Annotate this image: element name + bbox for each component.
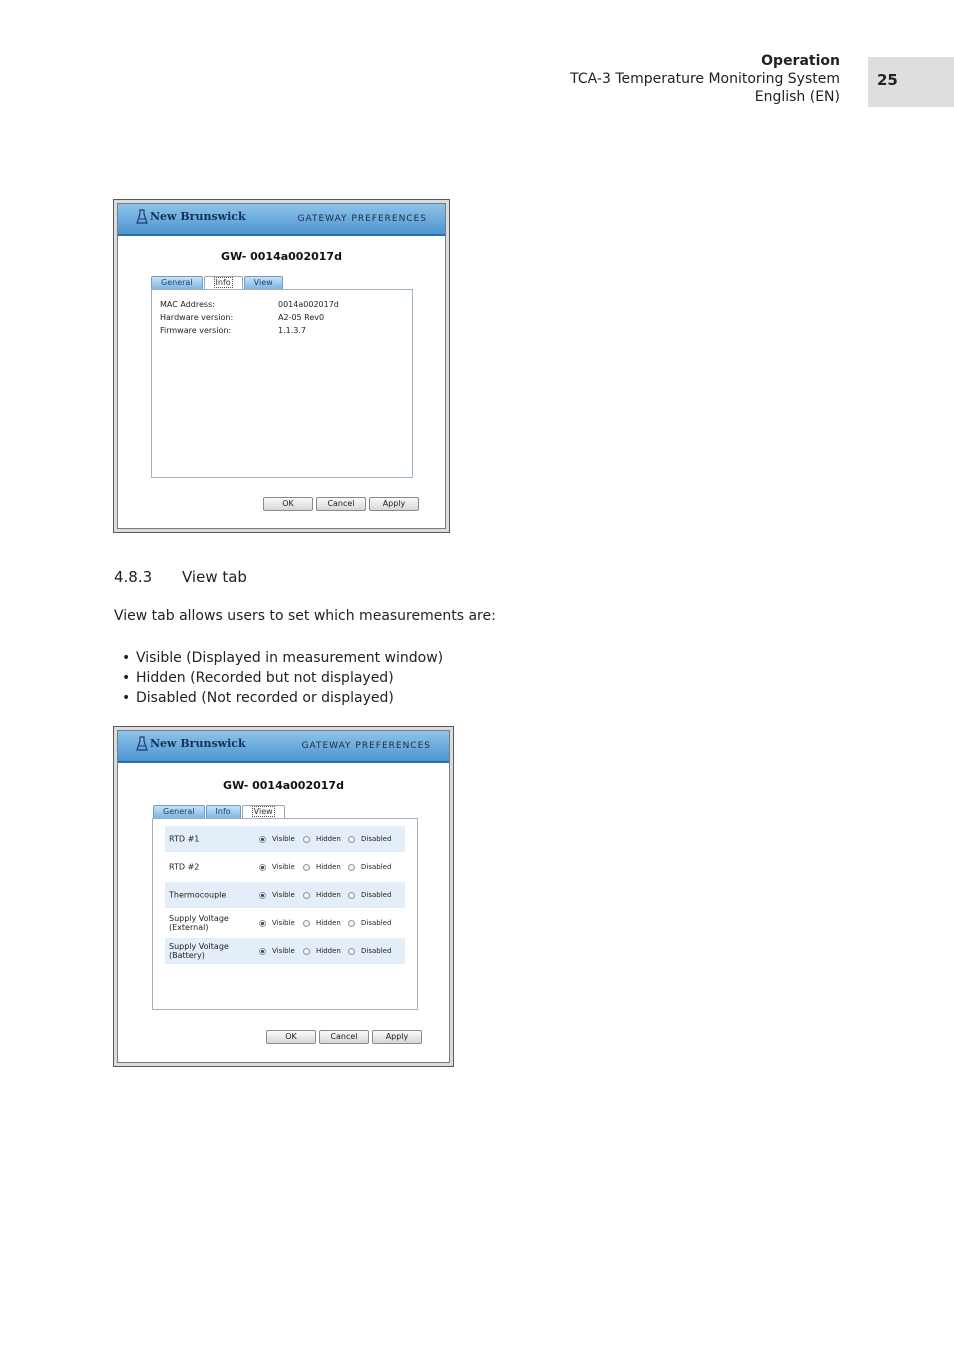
- dialog-buttons: [266, 1030, 422, 1044]
- option-disabled[interactable]: [348, 863, 391, 871]
- radio-icon[interactable]: [348, 892, 355, 899]
- radio-icon[interactable]: [303, 836, 310, 843]
- dialog-title-bar: [118, 204, 445, 236]
- dialog-buttons: [263, 497, 419, 511]
- radio-icon[interactable]: [348, 948, 355, 955]
- row-label: Supply Voltage (External): [169, 914, 229, 932]
- tab-view-label: View: [253, 807, 273, 816]
- tab-general[interactable]: General: [153, 805, 205, 818]
- bullet-item: • Disabled (Not recorded or displayed): [122, 688, 443, 708]
- radio-icon[interactable]: [348, 864, 355, 871]
- view-row-rtd2: [165, 854, 405, 880]
- flask-logo-icon: [136, 209, 148, 225]
- option-visible[interactable]: [259, 835, 295, 843]
- radio-icon[interactable]: [303, 920, 310, 927]
- option-label: Visible: [272, 919, 295, 927]
- header-section: Operation: [761, 53, 840, 69]
- radio-selected-icon[interactable]: [259, 892, 266, 899]
- bullet-item: • Visible (Displayed in measurement window): [122, 648, 443, 668]
- tab-bar: [151, 276, 284, 289]
- row-label: RTD #2: [169, 862, 200, 872]
- firmware-label: Firmware version:: [160, 326, 232, 335]
- dialog-title-bar: [118, 731, 449, 763]
- view-row-supply-battery: [165, 938, 405, 964]
- option-label: Visible: [272, 947, 295, 955]
- option-visible[interactable]: [259, 947, 295, 955]
- option-label: Hidden: [316, 863, 341, 871]
- radio-selected-icon[interactable]: [259, 948, 266, 955]
- option-label: Disabled: [361, 947, 392, 955]
- bullet-item: • Hidden (Recorded but not displayed): [122, 668, 443, 688]
- option-hidden[interactable]: [303, 891, 341, 899]
- option-label: Hidden: [316, 947, 341, 955]
- option-disabled[interactable]: [348, 891, 391, 899]
- brand-name: New Brunswick: [150, 737, 246, 750]
- section-heading: [114, 568, 247, 586]
- view-row-thermocouple: [165, 882, 405, 908]
- option-label: Hidden: [316, 835, 341, 843]
- flask-logo-icon: [136, 736, 148, 752]
- cancel-button[interactable]: Cancel: [319, 1030, 369, 1044]
- radio-selected-icon[interactable]: [259, 864, 266, 871]
- radio-icon[interactable]: [348, 836, 355, 843]
- option-disabled[interactable]: [348, 947, 391, 955]
- option-visible[interactable]: [259, 891, 295, 899]
- tab-info[interactable]: Info: [206, 805, 241, 818]
- firmware-value: 1.1.3.7: [278, 326, 306, 335]
- radio-icon[interactable]: [348, 920, 355, 927]
- gateway-id: GW- 0014a002017d: [221, 250, 342, 263]
- option-label: Disabled: [361, 891, 392, 899]
- option-hidden[interactable]: [303, 947, 341, 955]
- option-visible[interactable]: [259, 919, 295, 927]
- option-label: Disabled: [361, 919, 392, 927]
- bullet-list: [122, 648, 443, 708]
- radio-icon[interactable]: [303, 892, 310, 899]
- section-title: View tab: [182, 568, 247, 586]
- radio-icon[interactable]: [303, 948, 310, 955]
- option-visible[interactable]: [259, 863, 295, 871]
- page-header: [570, 52, 840, 106]
- cancel-button[interactable]: Cancel: [316, 497, 366, 511]
- tab-info[interactable]: [204, 276, 243, 289]
- view-row-supply-external: [165, 910, 405, 936]
- dialog-title: GATEWAY PREFERENCES: [301, 741, 431, 751]
- option-hidden[interactable]: [303, 835, 341, 843]
- option-hidden[interactable]: [303, 863, 341, 871]
- gateway-id: GW- 0014a002017d: [223, 779, 344, 792]
- ok-button[interactable]: OK: [263, 497, 313, 511]
- option-label: Hidden: [316, 919, 341, 927]
- brand-logo: [136, 209, 246, 225]
- info-row-mac: [160, 298, 339, 311]
- mac-value: 0014a002017d: [278, 300, 339, 309]
- tab-view[interactable]: View: [244, 276, 283, 289]
- view-row-rtd1: [165, 826, 405, 852]
- option-disabled[interactable]: [348, 835, 391, 843]
- radio-icon[interactable]: [303, 864, 310, 871]
- option-label: Disabled: [361, 863, 392, 871]
- ok-button[interactable]: OK: [266, 1030, 316, 1044]
- option-hidden[interactable]: [303, 919, 341, 927]
- info-fields: [160, 298, 339, 337]
- option-disabled[interactable]: [348, 919, 391, 927]
- tab-general[interactable]: General: [151, 276, 203, 289]
- option-label: Hidden: [316, 891, 341, 899]
- info-row-hardware: [160, 311, 339, 324]
- hardware-label: Hardware version:: [160, 313, 234, 322]
- apply-button[interactable]: Apply: [372, 1030, 422, 1044]
- tab-bar: [153, 805, 286, 818]
- header-product: TCA-3 Temperature Monitoring System: [570, 71, 840, 87]
- section-intro: View tab allows users to set which measurements are:: [114, 608, 496, 624]
- row-label: Supply Voltage (Battery): [169, 942, 229, 960]
- row-label: RTD #1: [169, 834, 200, 844]
- apply-button[interactable]: Apply: [369, 497, 419, 511]
- header-language: English (EN): [754, 89, 840, 105]
- option-label: Visible: [272, 835, 295, 843]
- info-panel: [151, 289, 413, 478]
- row-label: Thermocouple: [169, 890, 227, 900]
- mac-label: MAC Address:: [160, 300, 215, 309]
- radio-selected-icon[interactable]: [259, 920, 266, 927]
- view-panel: [152, 818, 418, 1010]
- option-label: Disabled: [361, 835, 392, 843]
- page-number: 25: [868, 57, 954, 107]
- tab-info-label: Info: [215, 278, 231, 287]
- gateway-preferences-view-dialog: [113, 726, 454, 1067]
- brand-name: New Brunswick: [150, 210, 246, 223]
- gateway-preferences-info-dialog: [113, 199, 450, 533]
- info-row-firmware: [160, 324, 339, 337]
- tab-view[interactable]: [242, 805, 285, 818]
- option-label: Visible: [272, 863, 295, 871]
- section-number: 4.8.3: [114, 568, 153, 586]
- hardware-value: A2-05 Rev0: [278, 313, 325, 322]
- brand-logo: [136, 736, 246, 752]
- option-label: Visible: [272, 891, 295, 899]
- radio-selected-icon[interactable]: [259, 836, 266, 843]
- dialog-title: GATEWAY PREFERENCES: [297, 214, 427, 224]
